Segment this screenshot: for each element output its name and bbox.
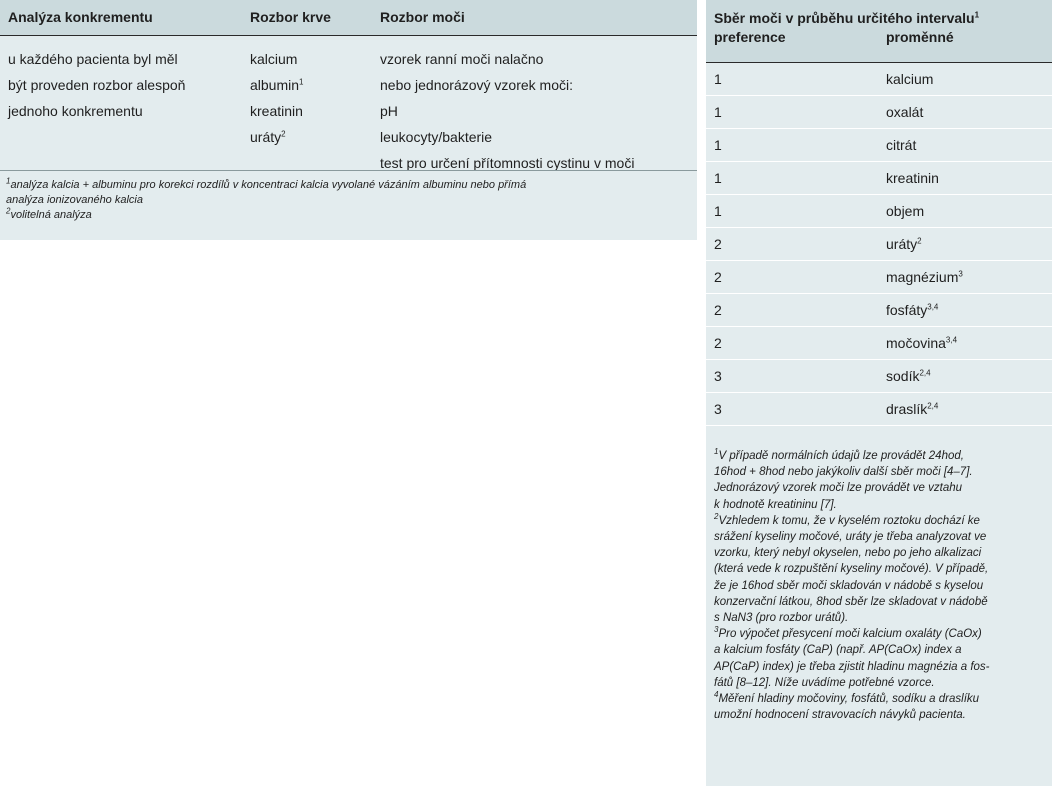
footnote-line: $^4$Měření hladiny močoviny, fosfátů, sodíku a draslíku — [714, 690, 980, 706]
urine-test-column — [380, 46, 634, 176]
table-footnotes — [714, 448, 1046, 723]
header-variables: proměnné — [886, 29, 954, 45]
table-row: 2 uráty$^2$ — [706, 228, 1052, 261]
footnote-line: umožní hodnocení stravovacích návyků pacienta. — [714, 709, 966, 722]
cell-text: test pro určení přítomnosti cystinu v moči — [380, 155, 635, 171]
footnote-line: $^2$volitelná analýza — [6, 206, 92, 221]
footnote-line: $^2$Vzhledem k tomu, že v kyselém roztoku dochází ke — [714, 511, 980, 527]
footnote-mark: 2 — [281, 129, 286, 139]
footnote-line: (která vede k rozpuštění kyseliny močové). V případě, — [714, 563, 989, 576]
table-row: 2 magnézium$^3$ — [706, 261, 1052, 294]
footnote-line: $^3$Pro výpočet přesycení moči kalcium oxaláty (CaOx) — [714, 625, 982, 641]
table-title: Sběr moči v průběhu určitého intervalu$^1$ — [714, 10, 980, 26]
footnote-line: srážení kyseliny močové, uráty je třeba analyzovat ve — [714, 531, 987, 544]
footnote-line: $^1$V případě normálních údajů lze provádět 24hod, — [714, 447, 964, 462]
footnote-line: Jednorázový vzorek moči lze provádět ve vztahu — [714, 482, 963, 495]
table-header — [706, 0, 1052, 63]
cell-value: uráty — [250, 129, 282, 145]
stone-analysis-table — [0, 0, 697, 240]
footnote-line: konzervační látkou, 8hod sběr lze skladovat v nádobě — [714, 595, 988, 608]
footnote-line: 16hod + 8hod nebo jakýkoliv další sběr moči [4–7]. — [714, 466, 973, 479]
footnote-line: $^1$analýza kalcia + albuminu pro korekci rozdílů v koncentraci kalcia vyvolané vázáním albuminu nebo přímá — [6, 176, 527, 191]
table-row: 1 objem — [706, 195, 1052, 228]
footnote-line: a kalcium fosfáty (CaP) (např. AP(CaOx) index a — [714, 644, 962, 657]
cell-text: nebo jednorázový vzorek moči: — [380, 77, 573, 93]
table-row: 1 kreatinin — [706, 162, 1052, 195]
header-stone-analysis: Analýza konkrementu — [8, 9, 153, 25]
footnote-line: AP(CaP) index) je třeba zjistit hladinu magnézia a fos- — [714, 660, 990, 673]
footnote-line: fátů [8–12]. Níže uvádíme potřebné vzorce. — [714, 676, 935, 689]
table-row: 3 sodík$^{2,4}$ — [706, 360, 1052, 393]
cell-value: albumin — [250, 77, 300, 93]
table-footnotes — [6, 178, 686, 223]
footnote-mark: 1 — [299, 77, 304, 87]
table-row: 2 močovina$^{3,4}$ — [706, 327, 1052, 360]
cell-text — [250, 46, 303, 72]
table-row: 2 fosfáty$^{3,4}$ — [706, 294, 1052, 327]
header-urine-test: Rozbor moči — [380, 9, 465, 25]
stone-analysis-column — [8, 46, 185, 124]
cell-text: u každého pacienta byl měl — [8, 51, 178, 67]
cell-text: pH — [380, 103, 398, 119]
cell-text: jednoho konkrementu — [8, 103, 143, 119]
table-row: 1 kalcium — [706, 63, 1052, 96]
header-preference: preference — [714, 29, 786, 45]
cell-value: kreatinin — [250, 103, 303, 119]
cell-text: být proveden rozbor alespoň — [8, 77, 186, 93]
table-header-row — [0, 0, 697, 36]
cell-text: leukocyty/bakterie — [380, 129, 493, 145]
urine-collection-table — [706, 0, 1052, 786]
footnote-line: že je 16hod sběr moči skladován v nádobě s kyselou — [714, 579, 984, 592]
footnote-line: analýza ionizovaného kalcia — [6, 194, 143, 206]
cell-text — [250, 98, 303, 124]
table-row: 1 oxalát — [706, 96, 1052, 129]
cell-text: vzorek ranní moči nalačno — [380, 51, 544, 67]
blood-test-column — [250, 46, 303, 150]
footnote-line: k hodnotě kreatininu [7]. — [714, 498, 837, 511]
footnote-line: vzorku, který nebyl okyselen, nebo po jeho alkalizaci — [714, 547, 982, 560]
cell-text — [250, 124, 303, 150]
table-body — [706, 63, 1052, 426]
footnote-line: s NaN3 (pro rozbor urátů). — [714, 612, 849, 625]
table-row: 1 citrát — [706, 129, 1052, 162]
table-row: 3 draslík$^{2,4}$ — [706, 393, 1052, 426]
header-blood-test: Rozbor krve — [250, 9, 331, 25]
cell-text — [250, 72, 303, 98]
cell-value: kalcium — [250, 51, 298, 67]
footnote-divider — [0, 170, 697, 171]
